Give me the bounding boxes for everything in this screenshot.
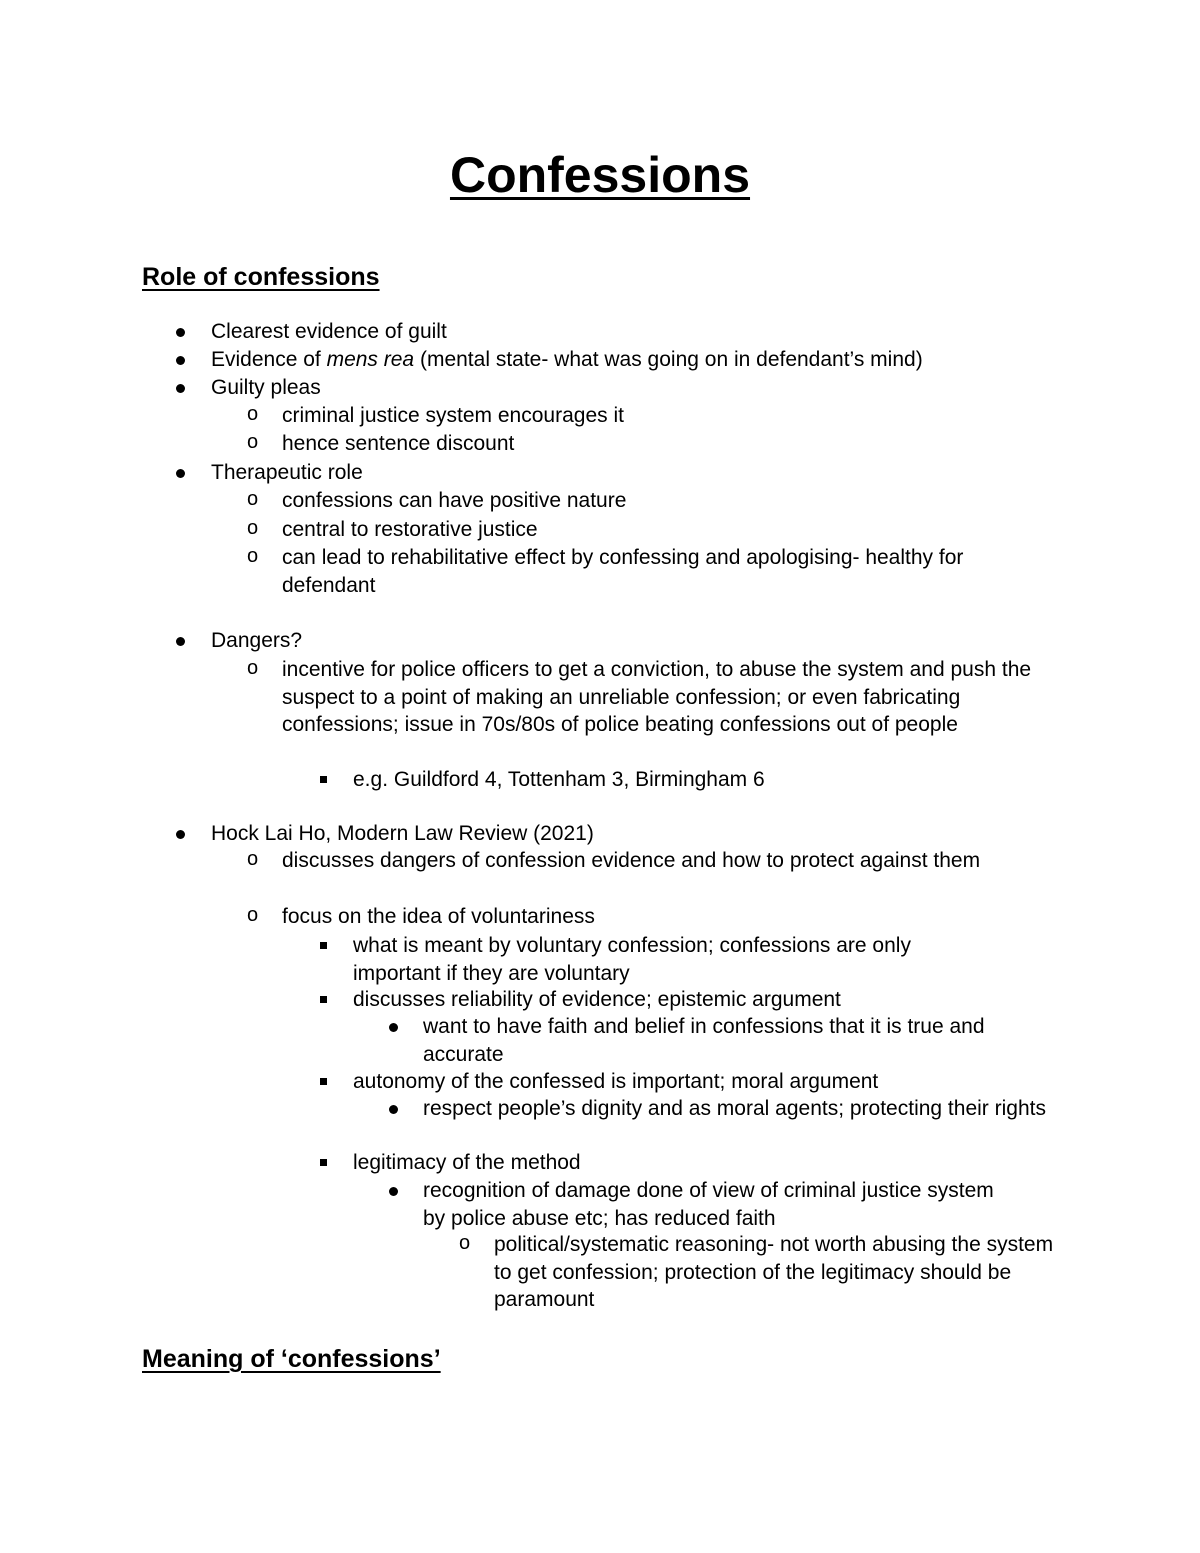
list-item-text: focus on the idea of voluntariness bbox=[282, 905, 595, 928]
bullet-square-icon bbox=[320, 942, 327, 949]
bullet-disc-icon bbox=[176, 637, 185, 646]
list-item-text: Dangers? bbox=[211, 629, 303, 652]
bullet-disc-icon bbox=[389, 1023, 398, 1032]
list-item-text: hence sentence discount bbox=[282, 432, 515, 455]
list-item-text: legitimacy of the method bbox=[353, 1151, 581, 1174]
text-after: (mental state- what was going on in defendant’s mind) bbox=[414, 348, 923, 371]
bullet-disc-icon bbox=[176, 356, 185, 365]
bullet-circle-icon: o bbox=[247, 403, 259, 425]
document-title: Confessions bbox=[449, 147, 751, 203]
list-item-text: want to have faith and belief in confessions that it is true and accurate bbox=[423, 1015, 991, 1066]
list-item-text: Therapeutic role bbox=[211, 461, 363, 484]
list-item-text: autonomy of the confessed is important; moral argument bbox=[353, 1070, 879, 1093]
bullet-square-icon bbox=[320, 1078, 327, 1085]
list-item-text: incentive for police officers to get a conviction, to abuse the system and push the suspect to a point of making an unreliable confession; or even fabricating confessions; issue in 70s/80s of police beating confessions out of people bbox=[282, 658, 1037, 736]
list-item-text: discusses reliability of evidence; epistemic argument bbox=[353, 988, 841, 1011]
bullet-square-icon bbox=[320, 1159, 327, 1166]
bullet-circle-icon: o bbox=[247, 904, 259, 926]
bullet-disc-icon bbox=[176, 469, 185, 478]
italic-term: mens rea bbox=[326, 348, 415, 371]
list-item-text: e.g. Guildford 4, Tottenham 3, Birmingham 6 bbox=[353, 768, 765, 791]
bullet-circle-icon: o bbox=[247, 848, 259, 870]
bullet-circle-icon: o bbox=[247, 545, 259, 567]
bullet-circle-icon: o bbox=[459, 1232, 471, 1254]
bullet-disc-icon bbox=[176, 384, 185, 393]
list-item-text: Hock Lai Ho, Modern Law Review (2021) bbox=[211, 822, 594, 845]
list-item-text bbox=[211, 346, 1071, 374]
bullet-circle-icon: o bbox=[247, 488, 259, 510]
bullet-disc-icon bbox=[176, 328, 185, 337]
bullet-square-icon bbox=[320, 776, 327, 783]
list-item-text: Clearest evidence of guilt bbox=[211, 320, 447, 343]
bullet-disc-icon bbox=[176, 830, 185, 839]
list-item-text: respect people’s dignity and as moral agents; protecting their rights bbox=[423, 1097, 1046, 1120]
bullet-circle-icon: o bbox=[247, 431, 259, 453]
list-item-text: can lead to rehabilitative effect by confessing and apologising- healthy for defendant bbox=[282, 546, 970, 597]
bullet-circle-icon: o bbox=[247, 517, 259, 539]
list-item-text: what is meant by voluntary confession; confessions are only important if they are voluntary bbox=[353, 934, 917, 985]
list-item-text: recognition of damage done of view of criminal justice system by police abuse etc; has reduced faith bbox=[423, 1179, 1000, 1230]
bullet-disc-icon bbox=[389, 1105, 398, 1114]
list-item-text: discusses dangers of confession evidence and how to protect against them bbox=[282, 849, 981, 872]
bullet-disc-icon bbox=[389, 1187, 398, 1196]
list-item-text: criminal justice system encourages it bbox=[282, 404, 624, 427]
text-before: Evidence of bbox=[211, 348, 327, 371]
section-heading-role: Role of confessions bbox=[142, 263, 380, 291]
list-item-text: central to restorative justice bbox=[282, 518, 538, 541]
section-heading-meaning: Meaning of ‘confessions’ bbox=[142, 1345, 441, 1373]
list-item-text: confessions can have positive nature bbox=[282, 489, 627, 512]
bullet-square-icon bbox=[320, 996, 327, 1003]
list-item-text: Guilty pleas bbox=[211, 376, 321, 399]
bullet-circle-icon: o bbox=[247, 657, 259, 679]
list-item-text: political/systematic reasoning- not worth abusing the system to get confession; protection of the legitimacy should be paramount bbox=[494, 1233, 1059, 1311]
